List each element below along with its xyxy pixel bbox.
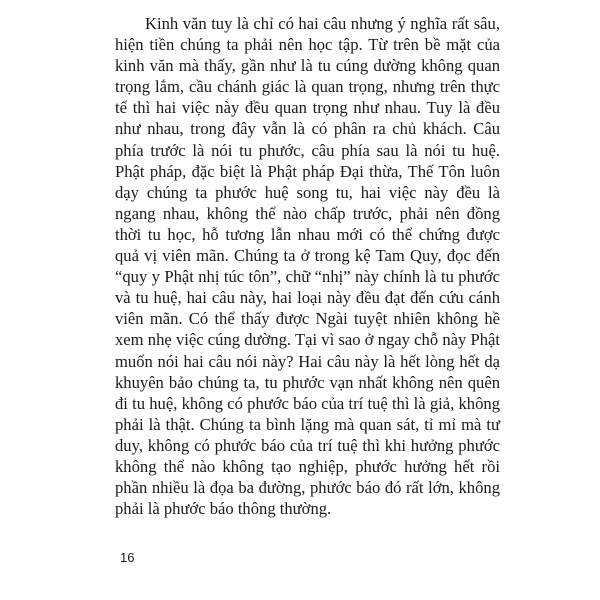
body-text-block xyxy=(115,13,500,519)
page-number: 16 xyxy=(120,550,135,565)
body-paragraph: Kinh văn tuy là chỉ có hai câu nhưng ý nghĩa rất sâu, hiện tiền chúng ta phải nên học tập. Từ trên bề mặt của kinh văn mà thấy, gần như là tu cúng dường không quan trọng lắm, cầu chánh giác là quan trọng, nhưng trên thực tế thì hai việc này đều quan trọng như nhau. Tuy là đều như nhau, trong đây vẫn là có phân ra chủ khách. Câu phía trước là nói tu phước, câu phía sau là nói tu huệ. Phật pháp, đặc biệt là Phật pháp Đại thừa, Thế Tôn luôn dạy chúng ta phước huệ song tu, hai việc này đều là ngang nhau, không thể nào chấp trước, phải nên đồng thời tu học, hỗ tương lẫn nhau mới có thể chứng được quả vị viên mãn. Chúng ta ở trong kệ Tam Quy, đọc đến “quy y Phật nhị túc tôn”, chữ “nhị” này chính là tu phước và tu huệ, hai câu này, hai loại này đều đạt đến cứu cánh viên mãn. Có thể thấy được Ngài tuyệt nhiên không hề xem nhẹ việc cúng dường. Tại vì sao ở ngay chỗ này Phật muốn nói hai câu nói này? Hai câu này là hết lòng hết dạ khuyên bảo chúng ta, tu phước vạn nhất không nên quên đi tu huệ, không có phước báo của trí tuệ thì là giả, không phải là thật. Chúng ta bình lặng mà quan sát, tỉ mỉ mà tư duy, không có phước báo của trí tuệ thì khi hưởng phước không thể nào không tạo nghiệp, phước hưởng hết rồi phần nhiều là đọa ba đường, phước báo đó rất lớn, không phải là phước báo thông thường. xyxy=(115,14,500,519)
